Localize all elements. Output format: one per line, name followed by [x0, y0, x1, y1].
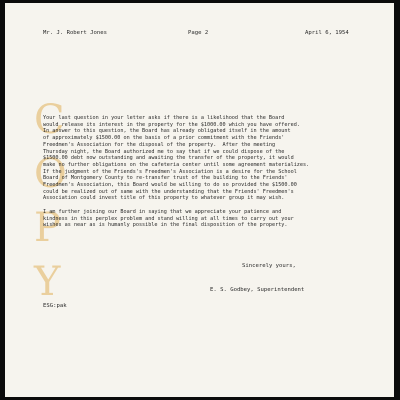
text-line: $1500.00 debt now outstanding and awaiting the transfer of the property, it would	[43, 155, 294, 162]
text-line: wishes as near as is humanly possible in the final disposition of the property.	[43, 222, 288, 229]
typist-initials: ESG:pak	[43, 303, 67, 309]
text-line: Freedmen's Association for the disposal of the property. After the meeting	[43, 141, 276, 148]
letter-body	[43, 115, 383, 236]
letter-date: April 6, 1954	[305, 30, 349, 36]
text-line: In answer to this question, the Board has already obligated itself in the amount	[43, 128, 291, 135]
text-line: Thursday night, the Board authorized me to say that if we could dispose of the	[43, 148, 285, 155]
watermark-letter: Y	[34, 259, 61, 305]
paragraph	[43, 209, 383, 229]
signature-line: E. S. Godbey, Superintendent	[210, 287, 305, 293]
text-line: could be realized out of same with the understanding that the Friends' Freedmen's	[43, 188, 294, 195]
text-line: make no further obligations on the cafeteria center until some agreement materializes.	[43, 161, 310, 168]
text-line: Freedmen's Association, this Board would be willing to do so provided the $1500.00	[43, 182, 297, 189]
text-line: of approximately $1500.00 on the basis of a prior commitment with the Friends'	[43, 135, 285, 142]
watermark-letter: O	[34, 151, 67, 197]
watermark-letter: P	[34, 205, 61, 251]
letter-page	[5, 3, 394, 397]
addressee: Mr. J. Robert Jones	[43, 30, 107, 36]
text-line: Your last question in your letter asks if there is a likelihood that the Board	[43, 115, 285, 121]
page-number: Page 2	[188, 30, 209, 36]
watermark-letter: C	[34, 97, 65, 143]
closing: Sincerely yours,	[242, 263, 296, 269]
text-line: If the judgment of the Friends's Freedmen's Association is a desire for the School	[43, 168, 297, 175]
text-line: kindness in this perplex problem and stand willing at all times to carry out your	[43, 215, 294, 222]
text-line: Board of Montgomery County to re-transfer trust of the building to the Friends'	[43, 175, 288, 182]
paragraph	[43, 115, 383, 202]
text-line: would release its interest in the property for the $1000.00 which you have offered.	[43, 121, 300, 128]
text-line: I am further joining our Board in saying that we appreciate your patience and	[43, 208, 282, 215]
text-line: Association could invest title of this property to whatever group it may wish.	[43, 195, 285, 202]
